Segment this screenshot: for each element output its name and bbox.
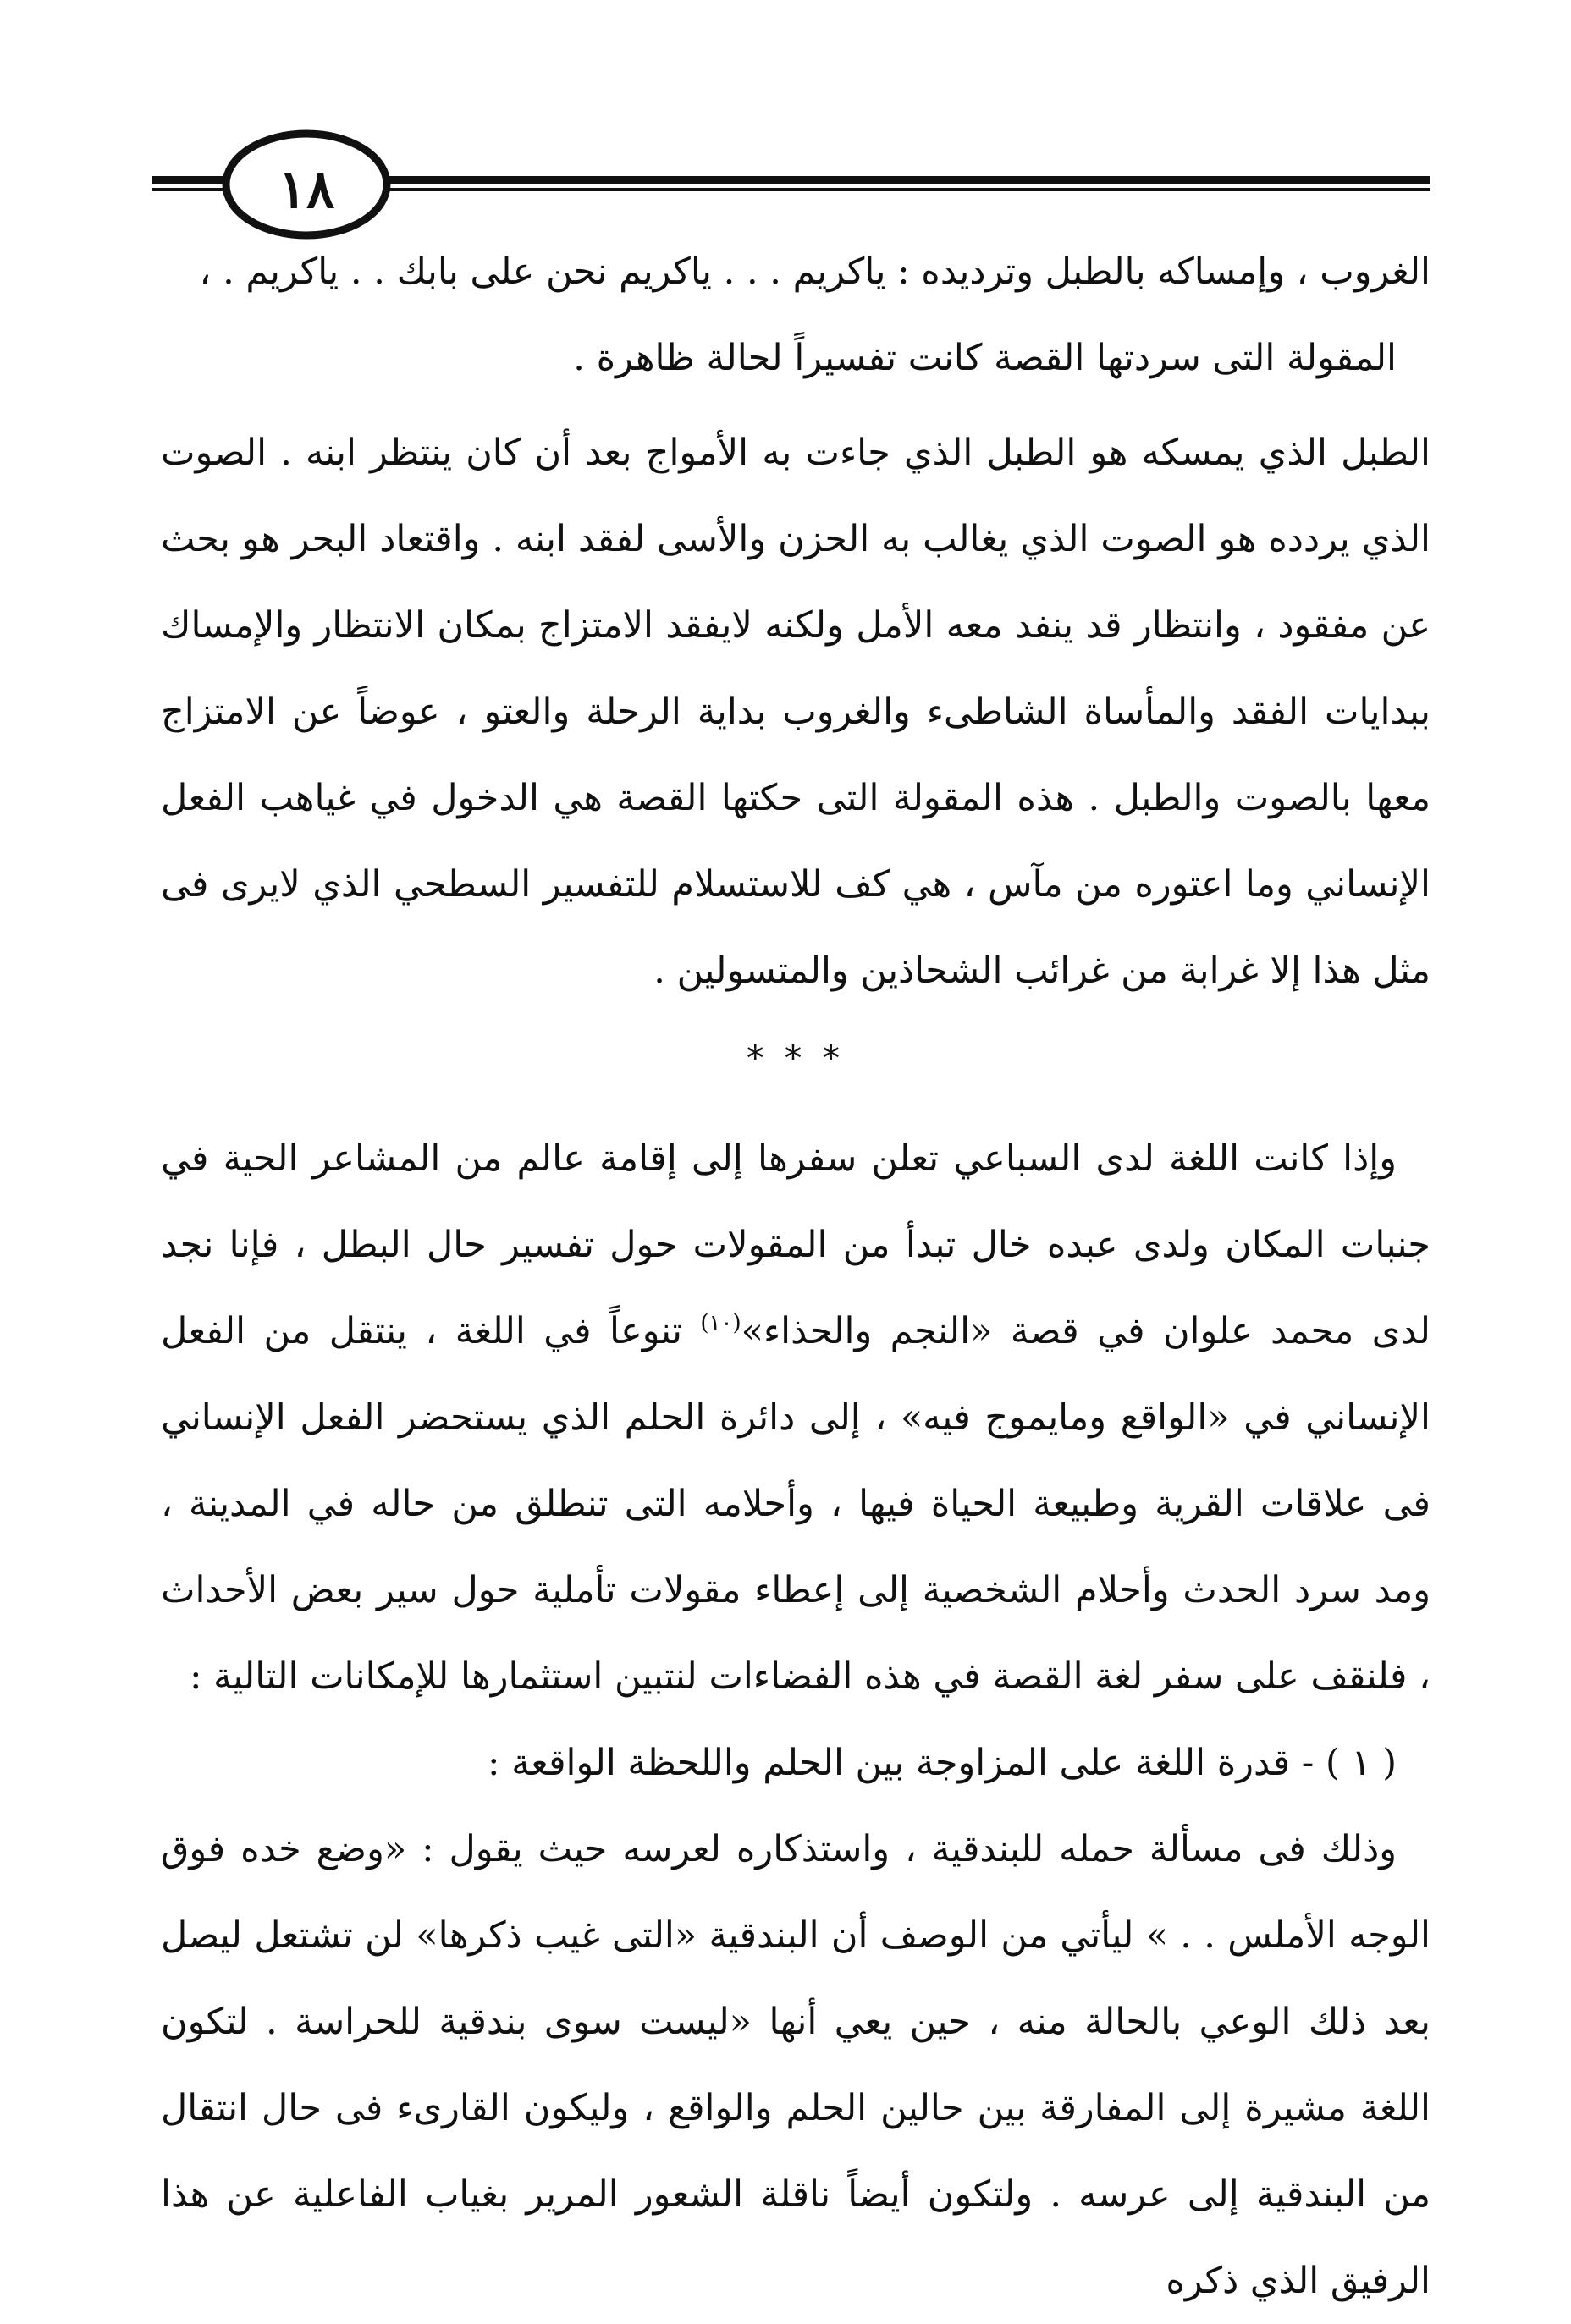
paragraph-language-part1: وإذا كانت اللغة لدى السباعي تعلن سفرها إلى إقامة عالم من المشاعر الحية في جنبات المكان ولدى عبده خال تبدأ من المقولات حول تفسير حال البطل ، فإنا نجد لدى محمد علوان في قصة «النجم والحذاء» (161, 1137, 1431, 1352)
paragraph-language (161, 1115, 1430, 1720)
paragraph-language-part2: تنوعاً في اللغة ، ينتقل من الفعل الإنساني في «الواقع ومايموج فيه» ، إلى دائرة الحلم الذي يستحضر الفعل الإنساني فى علاقات القرية وطبيعة الحياة فيها ، وأحلامه التى تنطلق من حاله في المدينة ، ومد سرد الحدث وأحلام الشخصية إلى إعطاء مقولات تأملية حول سير بعض الأحداث ، فلنقف على سفر لغة القصة في هذه الفضاءات لنتبين استثمارها للإمكانات التالية : (161, 1310, 1430, 1698)
footnote-reference: (١٠) (700, 1310, 741, 1336)
paragraph-rifle: وذلك فى مسألة حمله للبندقية ، واستذكاره لعرسه حيث يقول : «وضع خده فوق الوجه الأملس . . » ليأتي من الوصف أن البندقية «التى غيب ذكرها» لن تشتعل ليصل بعد ذلك الوعي بالحالة منه ، حين يعي أنها «ليست سوى بندقية للحراسة . لتكون اللغة مشيرة إلى المفارقة بين حالين الحلم والواقع ، وليكون القارىء فى حال انتقال من البندقية إلى عرسه . ولتكون أيضاً ناقلة الشعور المرير بغياب الفاعلية عن هذا الرفيق الذي ذكره (161, 1828, 1430, 2302)
main-text (161, 229, 1430, 2324)
numbered-point-1: ( ١ ) - قدرة اللغة على المزاوجة بين الحلم واللحظة الواقعة : (488, 1742, 1397, 1784)
text-line-2: المقولة التى سردتها القصة كانت تفسيراً لحالة ظاهرة . (573, 337, 1397, 379)
paragraph-drum: الطبل الذي يمسكه هو الطبل الذي جاءت به الأمواج بعد أن كان ينتظر ابنه . الصوت الذي يردده هو الصوت الذي يغالب به الحزن والأسى لفقد ابنه . واقتعاد البحر هو بحث عن مفقود ، وانتظار قد ينفد معه الأمل ولكنه لايفقد الامتزاج بمكان الانتظار والإمساك ببدايات الفقد والمأساة الشاطىء والغروب بداية الرحلة والعتو ، عوضاً عن الامتزاج معها بالصوت والطبل . هذه المقولة التى حكتها القصة هي الدخول في غياهب الفعل الإنساني وما اعتوره من مآس ، هي كف للاستسلام للتفسير السطحي الذي لايرى فى مثل هذا إلا غرابة من غرائب الشحاذين والمتسولين . (161, 432, 1430, 992)
text-line-1: الغروب ، وإمساكه بالطبل وترديده : ياكريم . . . ياكريم نحن على بابك . . ياكريم . ، (199, 251, 1430, 293)
page-number: ١٨ (278, 157, 335, 220)
section-separator: * * * (747, 1039, 845, 1078)
